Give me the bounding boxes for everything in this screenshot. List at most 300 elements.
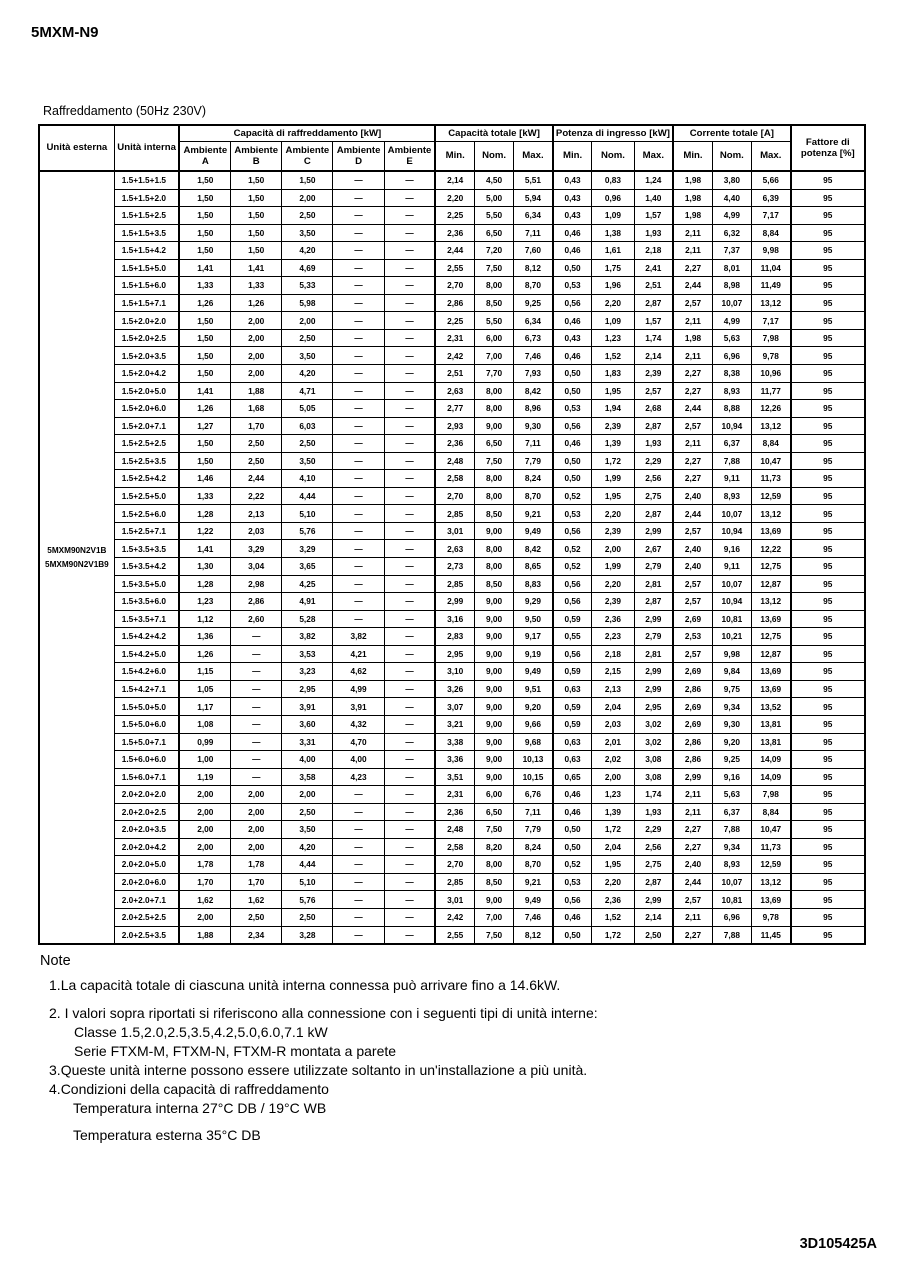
value-cell: 6,34	[514, 312, 553, 330]
value-cell: 7,88	[712, 821, 751, 839]
value-cell: 2,79	[634, 558, 673, 576]
value-cell: 12,75	[751, 558, 790, 576]
value-cell: 1,50	[231, 171, 282, 189]
value-cell: 0,50	[553, 821, 592, 839]
value-cell: 2,50	[282, 908, 333, 926]
value-cell: 4,25	[282, 575, 333, 593]
value-cell: 1,75	[592, 259, 634, 277]
value-cell: 2,57	[673, 575, 712, 593]
value-cell: 3,31	[282, 733, 333, 751]
table-row	[39, 645, 865, 663]
value-cell: 2,81	[634, 575, 673, 593]
value-cell: 7,70	[475, 365, 514, 383]
value-cell: 0,63	[553, 733, 592, 751]
value-cell: 2,25	[435, 207, 474, 225]
value-cell: 95	[791, 400, 865, 418]
value-cell: 8,50	[475, 505, 514, 523]
capacity-max-header: Max.	[514, 142, 553, 172]
value-cell: 9,19	[514, 645, 553, 663]
value-cell: 8,84	[751, 224, 790, 242]
value-cell: 13,81	[751, 715, 790, 733]
value-cell: 3,23	[282, 663, 333, 681]
value-cell: 3,04	[231, 558, 282, 576]
value-cell: 2,99	[634, 522, 673, 540]
value-cell: 1,28	[179, 505, 230, 523]
value-cell: 9,00	[475, 593, 514, 611]
value-cell: 95	[791, 452, 865, 470]
note-number: 1.	[49, 977, 61, 993]
indoor-combination-cell: 1.5+3.5+6.0	[114, 593, 179, 611]
value-cell: 1,50	[231, 189, 282, 207]
table-header	[39, 125, 865, 171]
value-cell: 6,32	[712, 224, 751, 242]
value-cell: 3,82	[282, 628, 333, 646]
value-cell: 4,70	[333, 733, 384, 751]
value-cell: 0,56	[553, 891, 592, 909]
indoor-combination-cell: 2.0+2.0+2.0	[114, 786, 179, 804]
table-row	[39, 610, 865, 628]
value-cell: —	[384, 628, 435, 646]
value-cell: —	[333, 558, 384, 576]
value-cell: 7,79	[514, 821, 553, 839]
value-cell: 1,74	[634, 329, 673, 347]
value-cell: 8,84	[751, 803, 790, 821]
indoor-combination-cell: 2.0+2.5+3.5	[114, 926, 179, 944]
value-cell: 1,41	[179, 382, 230, 400]
value-cell: 2,27	[673, 452, 712, 470]
value-cell: —	[333, 610, 384, 628]
value-cell: 0,63	[553, 680, 592, 698]
value-cell: 2,27	[673, 259, 712, 277]
note-text: Queste unità interne possono essere utilizzate soltanto in un'installazione a più unità.	[60, 1062, 588, 1078]
value-cell: 95	[791, 891, 865, 909]
value-cell: 95	[791, 610, 865, 628]
note-item	[49, 976, 598, 995]
indoor-combination-cell: 1.5+2.0+5.0	[114, 382, 179, 400]
value-cell: 1,95	[592, 487, 634, 505]
value-cell: 1,61	[592, 242, 634, 260]
value-cell: 4,99	[712, 207, 751, 225]
value-cell: —	[231, 645, 282, 663]
value-cell: 2,99	[634, 891, 673, 909]
value-cell: 0,52	[553, 487, 592, 505]
table-row	[39, 312, 865, 330]
value-cell: 13,81	[751, 733, 790, 751]
value-cell: 95	[791, 505, 865, 523]
value-cell: 4,10	[282, 470, 333, 488]
value-cell: 95	[791, 224, 865, 242]
value-cell: 2,40	[673, 856, 712, 874]
value-cell: 2,87	[634, 505, 673, 523]
current-min-header: Min.	[673, 142, 712, 172]
value-cell: 4,99	[333, 680, 384, 698]
value-cell: 95	[791, 803, 865, 821]
value-cell: 95	[791, 329, 865, 347]
value-cell: 2,34	[231, 926, 282, 944]
value-cell: 5,76	[282, 891, 333, 909]
value-cell: 95	[791, 522, 865, 540]
value-cell: —	[384, 505, 435, 523]
value-cell: 3,29	[282, 540, 333, 558]
value-cell: 3,50	[282, 347, 333, 365]
value-cell: —	[333, 593, 384, 611]
value-cell: 1,26	[179, 400, 230, 418]
value-cell: —	[384, 435, 435, 453]
value-cell: 4,40	[712, 189, 751, 207]
value-cell: 8,93	[712, 382, 751, 400]
value-cell: 1,83	[592, 365, 634, 383]
value-cell: 6,73	[514, 329, 553, 347]
indoor-combination-cell: 1.5+1.5+4.2	[114, 242, 179, 260]
indoor-combination-cell: 2.0+2.0+7.1	[114, 891, 179, 909]
value-cell: 2,68	[634, 400, 673, 418]
value-cell: 2,15	[592, 663, 634, 681]
value-cell: —	[384, 751, 435, 769]
value-cell: 1,12	[179, 610, 230, 628]
value-cell: 1,05	[179, 680, 230, 698]
value-cell: 1,88	[231, 382, 282, 400]
value-cell: —	[384, 365, 435, 383]
value-cell: —	[333, 224, 384, 242]
value-cell: 1,33	[179, 277, 230, 295]
value-cell: 0,56	[553, 522, 592, 540]
value-cell: 12,59	[751, 487, 790, 505]
value-cell: 1,50	[231, 224, 282, 242]
value-cell: 10,13	[514, 751, 553, 769]
value-cell: 2,18	[634, 242, 673, 260]
value-cell: 2,14	[634, 908, 673, 926]
value-cell: —	[384, 786, 435, 804]
value-cell: 95	[791, 628, 865, 646]
value-cell: 0,59	[553, 663, 592, 681]
table-row	[39, 698, 865, 716]
value-cell: 1,41	[179, 540, 230, 558]
value-cell: 2,14	[634, 347, 673, 365]
value-cell: —	[384, 294, 435, 312]
value-cell: 2,00	[179, 803, 230, 821]
indoor-combination-cell: 1.5+1.5+2.5	[114, 207, 179, 225]
value-cell: 1,70	[179, 873, 230, 891]
table-row	[39, 365, 865, 383]
table-row	[39, 715, 865, 733]
value-cell: 2,11	[673, 803, 712, 821]
value-cell: 2,57	[673, 593, 712, 611]
value-cell: —	[384, 803, 435, 821]
value-cell: 1,50	[179, 329, 230, 347]
value-cell: 95	[791, 435, 865, 453]
value-cell: —	[384, 715, 435, 733]
value-cell: 9,68	[514, 733, 553, 751]
value-cell: 8,65	[514, 558, 553, 576]
value-cell: 8,50	[475, 294, 514, 312]
value-cell: 0,53	[553, 400, 592, 418]
value-cell: 2,85	[435, 575, 474, 593]
value-cell: 5,76	[282, 522, 333, 540]
table-row	[39, 277, 865, 295]
value-cell: 2,98	[231, 575, 282, 593]
value-cell: 0,50	[553, 452, 592, 470]
value-cell: 1,50	[231, 207, 282, 225]
value-cell: 13,12	[751, 505, 790, 523]
value-cell: 2,00	[179, 908, 230, 926]
value-cell: 1,00	[179, 751, 230, 769]
value-cell: 3,50	[282, 821, 333, 839]
value-cell: 2,99	[435, 593, 474, 611]
indoor-combination-cell: 2.0+2.5+2.5	[114, 908, 179, 926]
indoor-combination-cell: 1.5+5.0+6.0	[114, 715, 179, 733]
indoor-combination-cell: 1.5+2.5+6.0	[114, 505, 179, 523]
value-cell: 3,51	[435, 768, 474, 786]
indoor-combination-cell: 1.5+1.5+7.1	[114, 294, 179, 312]
value-cell: 3,28	[282, 926, 333, 944]
value-cell: 9,98	[751, 242, 790, 260]
value-cell: 0,55	[553, 628, 592, 646]
value-cell: —	[333, 347, 384, 365]
indoor-combination-cell: 1.5+4.2+5.0	[114, 645, 179, 663]
value-cell: 6,03	[282, 417, 333, 435]
total-current-header: Corrente totale [A]	[673, 125, 790, 142]
value-cell: 5,10	[282, 873, 333, 891]
value-cell: 2,20	[435, 189, 474, 207]
value-cell: 4,99	[712, 312, 751, 330]
indoor-unit-header: Unità interna	[114, 125, 179, 171]
value-cell: 0,46	[553, 312, 592, 330]
value-cell: 2,51	[634, 277, 673, 295]
value-cell: 4,44	[282, 487, 333, 505]
table-body	[39, 171, 865, 944]
value-cell: —	[384, 242, 435, 260]
value-cell: —	[333, 838, 384, 856]
value-cell: 8,00	[475, 540, 514, 558]
value-cell: 5,05	[282, 400, 333, 418]
value-cell: 2,55	[435, 926, 474, 944]
document-number: 3D105425A	[799, 1236, 877, 1252]
value-cell: 9,29	[514, 593, 553, 611]
room-e-header: Ambiente E	[384, 142, 435, 172]
value-cell: 95	[791, 171, 865, 189]
value-cell: 0,56	[553, 294, 592, 312]
value-cell: 2,29	[634, 452, 673, 470]
value-cell: 9,00	[475, 891, 514, 909]
indoor-combination-cell: 1.5+3.5+4.2	[114, 558, 179, 576]
value-cell: 1,23	[592, 329, 634, 347]
value-cell: 1,22	[179, 522, 230, 540]
value-cell: 0,56	[553, 645, 592, 663]
value-cell: 0,46	[553, 224, 592, 242]
value-cell: 9,00	[475, 698, 514, 716]
value-cell: 11,73	[751, 470, 790, 488]
value-cell: 8,00	[475, 558, 514, 576]
notes-heading: Note	[40, 953, 71, 969]
value-cell: 2,57	[634, 382, 673, 400]
value-cell: 2,95	[435, 645, 474, 663]
value-cell: 1,50	[231, 242, 282, 260]
value-cell: 7,11	[514, 803, 553, 821]
input-power-header: Potenza di ingresso [kW]	[553, 125, 673, 142]
value-cell: 2,60	[231, 610, 282, 628]
table-row	[39, 417, 865, 435]
value-cell: 0,59	[553, 698, 592, 716]
value-cell: 95	[791, 487, 865, 505]
value-cell: 2,01	[592, 733, 634, 751]
value-cell: 8,70	[514, 487, 553, 505]
value-cell: 1,27	[179, 417, 230, 435]
value-cell: 2,31	[435, 329, 474, 347]
value-cell: 7,88	[712, 452, 751, 470]
value-cell: 2,04	[592, 698, 634, 716]
value-cell: 95	[791, 663, 865, 681]
table-row	[39, 733, 865, 751]
value-cell: 2,86	[673, 751, 712, 769]
value-cell: —	[333, 242, 384, 260]
value-cell: 1,30	[179, 558, 230, 576]
value-cell: 2,00	[231, 365, 282, 383]
value-cell: 1,50	[179, 242, 230, 260]
value-cell: 3,21	[435, 715, 474, 733]
value-cell: 9,21	[514, 505, 553, 523]
value-cell: 2,36	[592, 610, 634, 628]
table-row	[39, 926, 865, 944]
value-cell: 95	[791, 873, 865, 891]
value-cell: 7,50	[475, 821, 514, 839]
value-cell: 6,00	[475, 329, 514, 347]
value-cell: 2,58	[435, 838, 474, 856]
value-cell: 2,00	[231, 329, 282, 347]
table-row	[39, 663, 865, 681]
value-cell: 5,63	[712, 786, 751, 804]
table-row	[39, 382, 865, 400]
value-cell: 95	[791, 294, 865, 312]
value-cell: 3,10	[435, 663, 474, 681]
value-cell: 12,87	[751, 575, 790, 593]
value-cell: 3,07	[435, 698, 474, 716]
value-cell: 2,02	[592, 751, 634, 769]
value-cell: 3,65	[282, 558, 333, 576]
value-cell: 9,84	[712, 663, 751, 681]
table-row	[39, 242, 865, 260]
value-cell: 4,69	[282, 259, 333, 277]
value-cell: 0,43	[553, 189, 592, 207]
value-cell: 10,96	[751, 365, 790, 383]
value-cell: 1,57	[634, 312, 673, 330]
value-cell: 8,00	[475, 277, 514, 295]
value-cell: 10,07	[712, 575, 751, 593]
value-cell: 2,95	[634, 698, 673, 716]
value-cell: 4,20	[282, 242, 333, 260]
value-cell: 0,43	[553, 207, 592, 225]
value-cell: —	[384, 329, 435, 347]
indoor-combination-cell: 1.5+5.0+7.1	[114, 733, 179, 751]
table-row	[39, 505, 865, 523]
value-cell: 9,49	[514, 522, 553, 540]
value-cell: 2,11	[673, 242, 712, 260]
value-cell: 1,57	[634, 207, 673, 225]
value-cell: 2,57	[673, 891, 712, 909]
note-text: Condizioni della capacità di raffreddamento	[60, 1081, 329, 1097]
value-cell: 2,44	[435, 242, 474, 260]
value-cell: 10,94	[712, 522, 751, 540]
value-cell: 0,46	[553, 803, 592, 821]
value-cell: —	[384, 312, 435, 330]
note-subline: Temperatura esterna 35°C DB	[73, 1127, 261, 1143]
value-cell: 10,47	[751, 452, 790, 470]
value-cell: 13,69	[751, 522, 790, 540]
indoor-combination-cell: 1.5+4.2+4.2	[114, 628, 179, 646]
value-cell: 95	[791, 558, 865, 576]
value-cell: 2,70	[435, 277, 474, 295]
value-cell: 2,00	[231, 312, 282, 330]
value-cell: 1,39	[592, 803, 634, 821]
value-cell: 5,28	[282, 610, 333, 628]
value-cell: 8,24	[514, 838, 553, 856]
value-cell: 11,45	[751, 926, 790, 944]
value-cell: 11,49	[751, 277, 790, 295]
value-cell: —	[333, 803, 384, 821]
value-cell: 3,08	[634, 768, 673, 786]
power-nom-header: Nom.	[592, 142, 634, 172]
table-row	[39, 435, 865, 453]
value-cell: 3,01	[435, 522, 474, 540]
value-cell: —	[384, 698, 435, 716]
value-cell: 3,16	[435, 610, 474, 628]
value-cell: 1,50	[179, 189, 230, 207]
value-cell: 7,60	[514, 242, 553, 260]
notes-section	[40, 952, 598, 1145]
value-cell: 2,29	[634, 821, 673, 839]
value-cell: 2,00	[231, 786, 282, 804]
value-cell: —	[333, 821, 384, 839]
value-cell: —	[333, 294, 384, 312]
value-cell: 6,50	[475, 435, 514, 453]
value-cell: 2,04	[592, 838, 634, 856]
table-row	[39, 294, 865, 312]
value-cell: 5,98	[282, 294, 333, 312]
value-cell: 95	[791, 751, 865, 769]
value-cell: 9,49	[514, 891, 553, 909]
table-row	[39, 522, 865, 540]
value-cell: 2,03	[592, 715, 634, 733]
value-cell: 8,00	[475, 382, 514, 400]
value-cell: 1,50	[282, 171, 333, 189]
value-cell: 0,50	[553, 926, 592, 944]
value-cell: 7,50	[475, 259, 514, 277]
value-cell: 2,20	[592, 294, 634, 312]
value-cell: 12,87	[751, 645, 790, 663]
value-cell: 8,20	[475, 838, 514, 856]
value-cell: 2,69	[673, 715, 712, 733]
value-cell: 2,57	[673, 417, 712, 435]
value-cell: 2,39	[592, 522, 634, 540]
value-cell: 2,44	[673, 505, 712, 523]
value-cell: 10,21	[712, 628, 751, 646]
value-cell: 2,57	[673, 645, 712, 663]
value-cell: 2,50	[231, 435, 282, 453]
value-cell: 1,70	[231, 873, 282, 891]
value-cell: —	[333, 522, 384, 540]
value-cell: 2,23	[592, 628, 634, 646]
value-cell: 1,50	[179, 224, 230, 242]
indoor-combination-cell: 1.5+2.5+5.0	[114, 487, 179, 505]
value-cell: 8,93	[712, 487, 751, 505]
value-cell: 95	[791, 838, 865, 856]
value-cell: 95	[791, 365, 865, 383]
value-cell: 95	[791, 821, 865, 839]
value-cell: 8,12	[514, 926, 553, 944]
indoor-combination-cell: 1.5+6.0+6.0	[114, 751, 179, 769]
indoor-combination-cell: 1.5+2.5+7.1	[114, 522, 179, 540]
value-cell: 2,81	[634, 645, 673, 663]
value-cell: 1,26	[179, 645, 230, 663]
